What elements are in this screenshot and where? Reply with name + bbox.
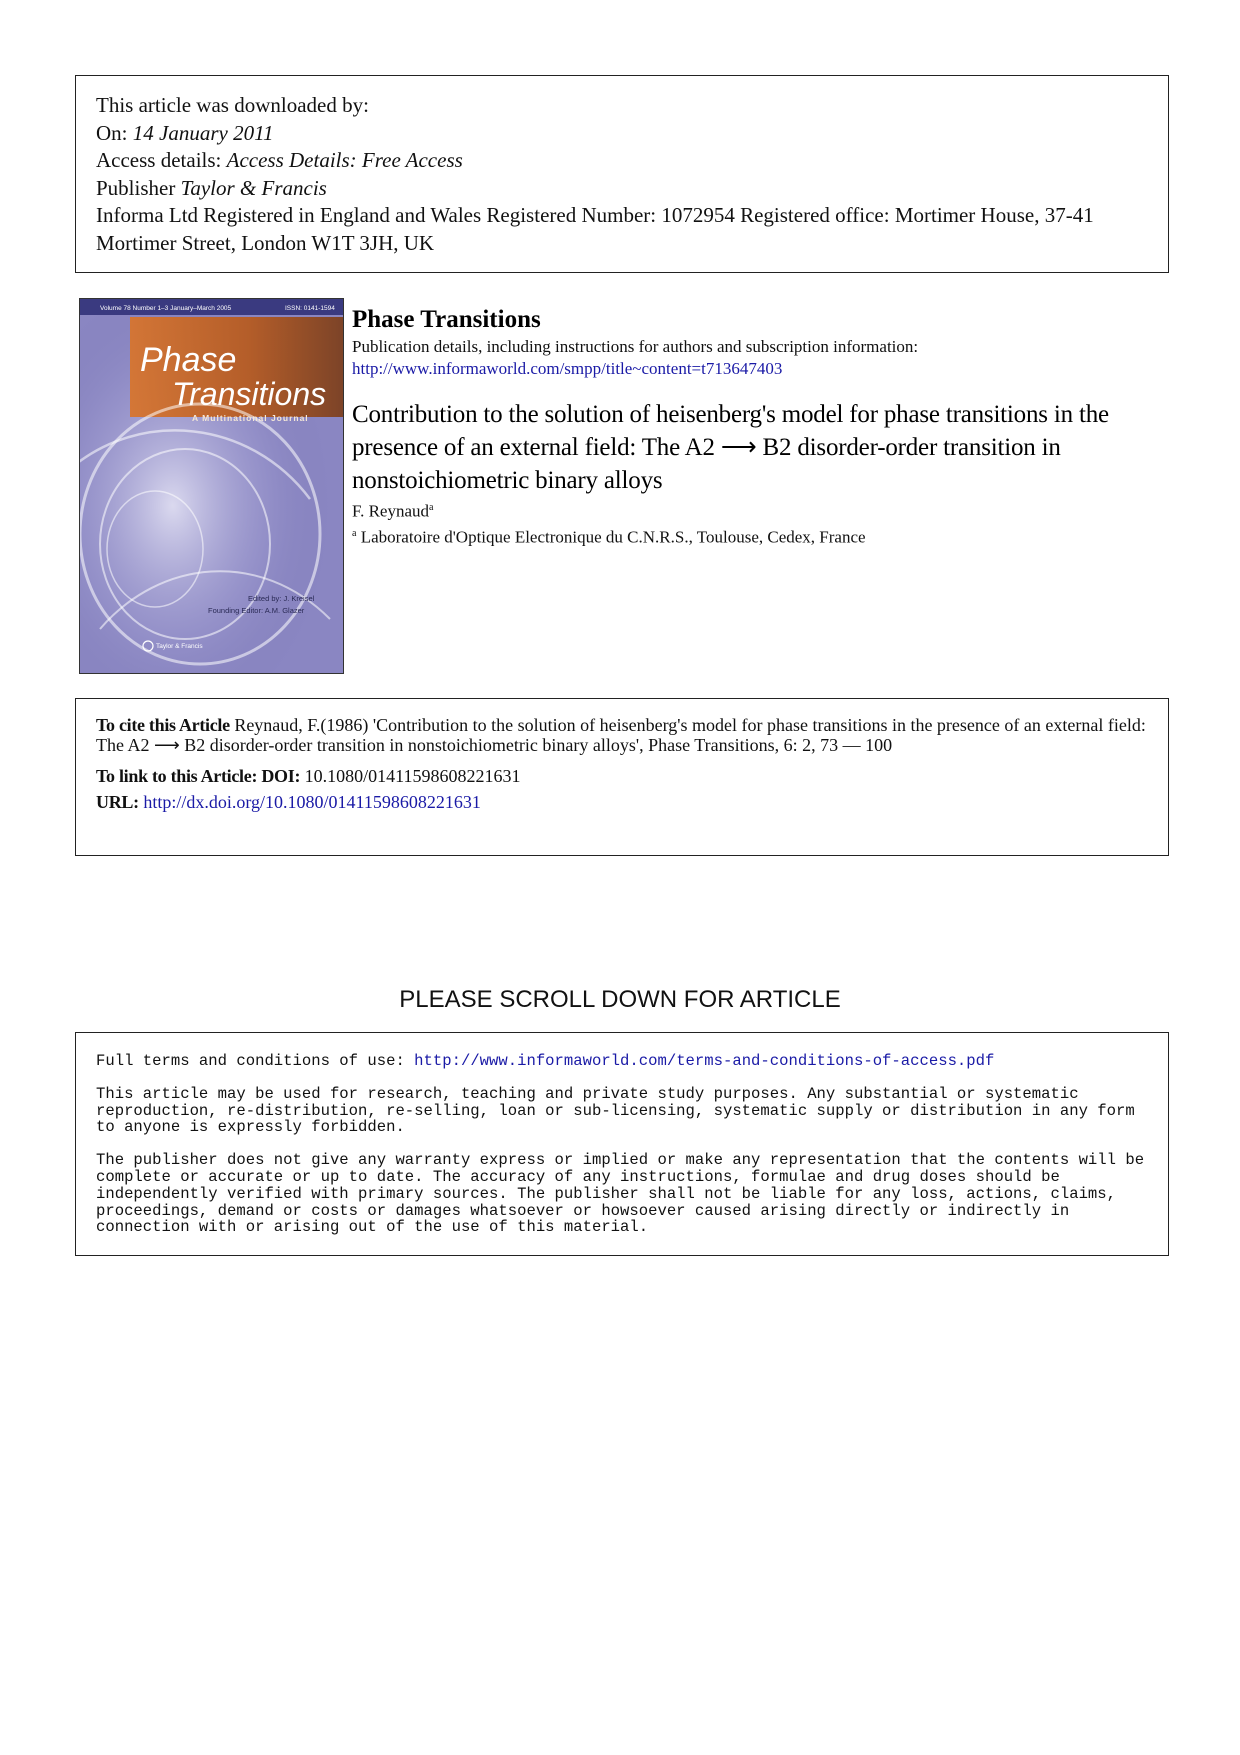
author-affil-marker: a	[429, 502, 434, 513]
citation-paragraph	[96, 715, 1148, 755]
terms-box	[75, 1032, 1169, 1256]
doi-value: 10.1080/01411598608221631	[300, 766, 521, 786]
download-date-row	[96, 120, 1148, 148]
publisher-label: Publisher	[96, 175, 181, 200]
cite-text: Reynaud, F.(1986) 'Contribution to the solution of heisenberg's model for phase transitions in the presence of an external field: The A2 ⟶ B2 disorder-order transition in nonstoichiometric binary alloys', Phase Transitions, 6: 2, 73 — 100	[96, 715, 1146, 755]
cite-label: To cite this Article	[96, 715, 230, 735]
download-date-value: 14 January 2011	[132, 120, 274, 145]
cover-subtitle: A Multinational Journal	[192, 413, 309, 423]
journal-title: Phase Transitions	[352, 306, 541, 333]
terms-disclaimer-paragraph: The publisher does not give any warranty express or implied or make any representation that the contents will be complete or accurate or up to date. The accuracy of any instructions, formulae and drug doses should be independently verified with primary sources. The publisher shall not be liable for any loss, actions, claims, proceedings, demand or costs or damages whatsoever or howsoever caused arising directly or indirectly in connection with or arising out of the use of this material.	[96, 1151, 1145, 1237]
journal-cover-image	[79, 298, 344, 674]
access-details-value: Access Details: Free Access	[226, 148, 463, 172]
author-affiliation	[352, 523, 1172, 549]
download-info-box	[75, 75, 1169, 273]
cover-publisher-logo-text: Taylor & Francis	[156, 643, 203, 650]
citation-box	[75, 698, 1169, 856]
access-details-row	[96, 147, 1148, 175]
affiliation-text: Laboratoire d'Optique Electronique du C.N.R.S., Toulouse, Cedex, France	[356, 527, 866, 547]
cover-edited-by: Edited by: J. Kreisel	[248, 594, 315, 603]
url-row	[96, 789, 1148, 815]
access-details-label: Access details:	[96, 148, 227, 172]
url-label: URL:	[96, 792, 139, 812]
cover-issn-text: ISSN: 0141-1594	[285, 305, 335, 312]
journal-url-link[interactable]: http://www.informaworld.com/smpp/title~content=t713647403	[352, 359, 783, 378]
cover-title-line1: Phase	[140, 341, 237, 379]
doi-url-link[interactable]: http://dx.doi.org/10.1080/01411598608221631	[143, 792, 481, 812]
affiliation-marker: a	[352, 527, 357, 539]
cover-volume-text: Volume 78 Number 1–3 January–March 2005	[100, 305, 232, 312]
publisher-row	[96, 175, 1148, 203]
scroll-down-notice: PLEASE SCROLL DOWN FOR ARTICLE	[399, 986, 841, 1013]
registered-office: Informa Ltd Registered in England and Wales Registered Number: 1072954 Registered office: Mortimer House, 37-41 Mortimer Street, London W1T 3JH, UK	[96, 203, 1094, 255]
terms-label: Full terms and conditions of use:	[96, 1052, 415, 1070]
terms-url-link[interactable]: http://www.informaworld.com/terms-and-conditions-of-access.pdf	[414, 1052, 995, 1070]
terms-usage-paragraph: This article may be used for research, teaching and private study purposes. Any substantial or systematic reproduction, re-distribution, re-selling, loan or sub-licensing, systematic supply or distribution in any form to anyone is expressly forbidden.	[96, 1084, 1135, 1137]
doi-label: To link to this Article: DOI:	[96, 766, 301, 786]
terms-link-row	[96, 1053, 1148, 1070]
article-author	[352, 497, 1172, 523]
cover-title-line2: Transitions	[172, 376, 327, 412]
publication-details: Publication details, including instructions for authors and subscription information:	[352, 337, 919, 356]
download-heading: This article was downloaded by:	[96, 93, 369, 117]
cover-founding-editor: Founding Editor: A.M. Glazer	[208, 606, 305, 615]
author-name: F. Reynaud	[352, 501, 430, 521]
publisher-value: Taylor & Francis	[180, 175, 327, 200]
doi-row	[96, 763, 1148, 789]
download-date-label: On:	[96, 120, 133, 145]
article-title: Contribution to the solution of heisenberg's model for phase transitions in the presence of an external field: The A2 ⟶ B2 disorder-order transition in nonstoichiometric binary alloys	[352, 401, 1109, 494]
article-header	[352, 304, 1172, 548]
